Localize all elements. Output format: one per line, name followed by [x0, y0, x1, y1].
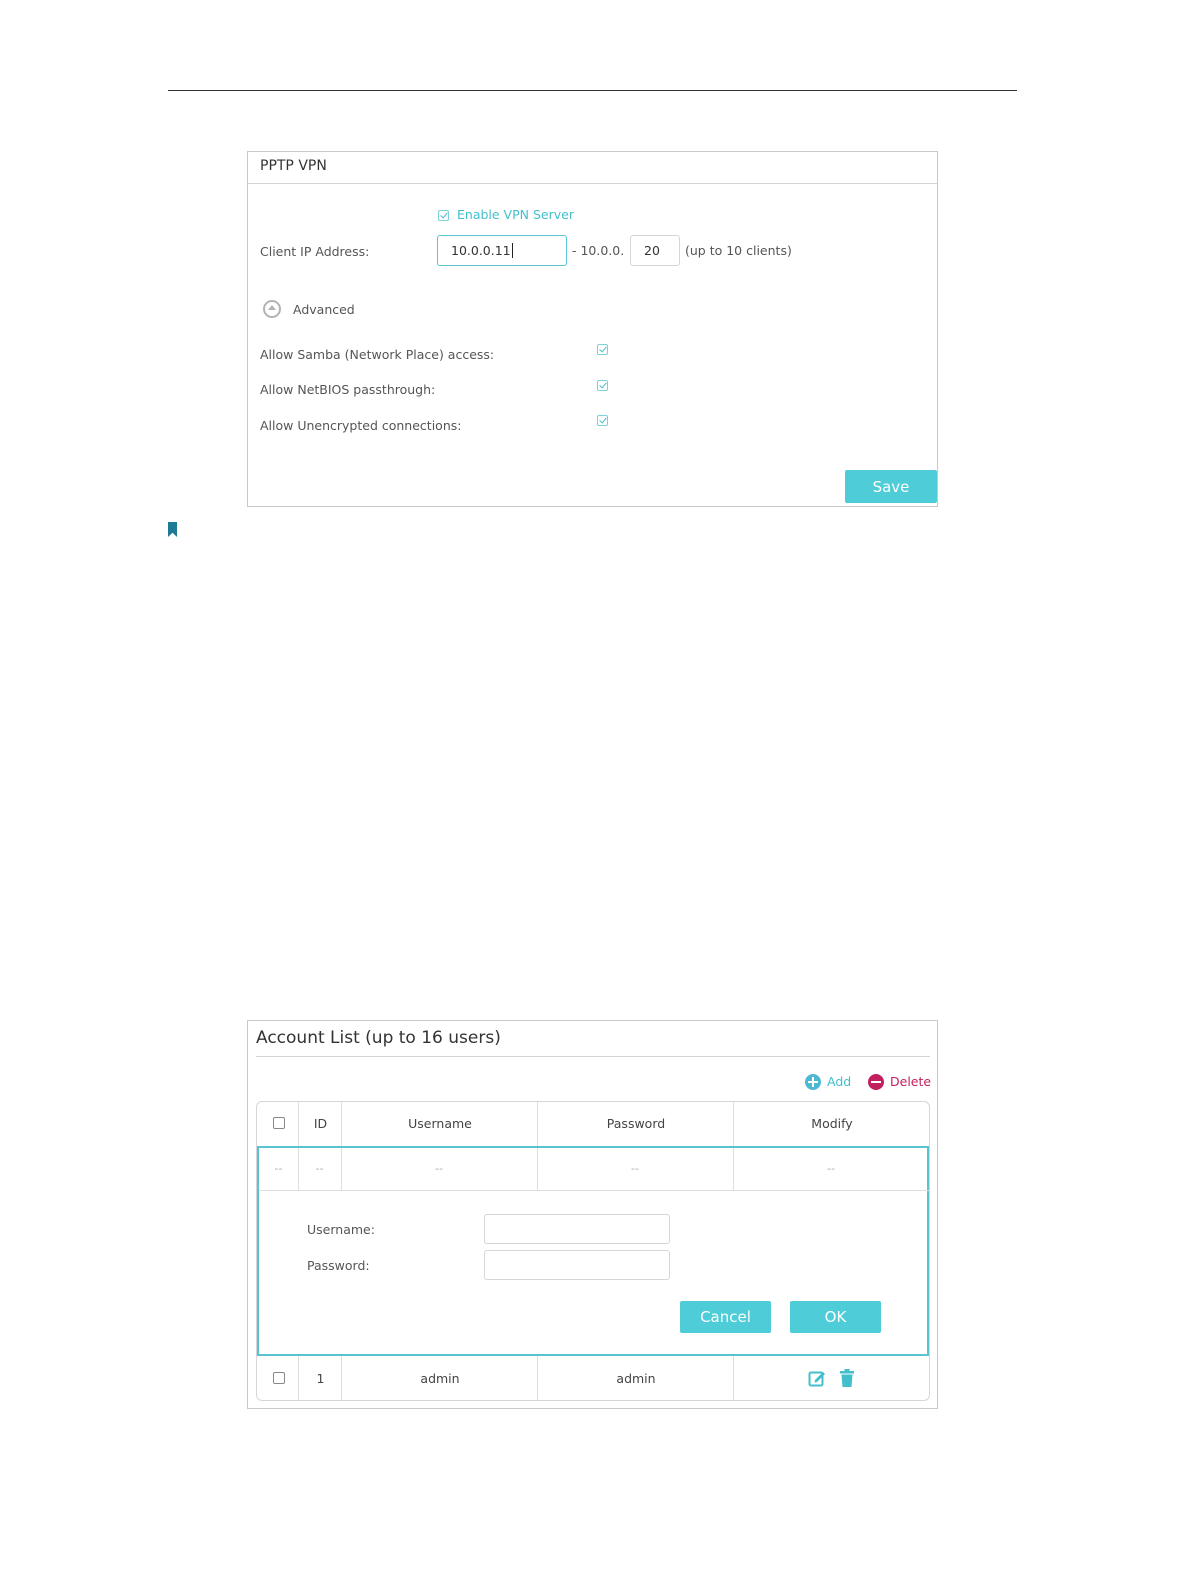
- enable-vpn-checkbox[interactable]: [438, 210, 449, 221]
- samba-access-checkbox[interactable]: [597, 344, 608, 355]
- row-id: 1: [316, 1371, 325, 1386]
- client-ip-separator: - 10.0.0.: [572, 243, 625, 258]
- account-list-panel: [247, 1020, 938, 1409]
- add-icon[interactable]: [805, 1074, 821, 1090]
- column-header-id: ID: [313, 1116, 328, 1131]
- empty-cell: --: [827, 1162, 835, 1175]
- column-header-username: Username: [408, 1116, 472, 1131]
- row-username: admin: [420, 1371, 460, 1386]
- add-button[interactable]: Add: [827, 1074, 852, 1089]
- delete-icon[interactable]: [868, 1074, 884, 1090]
- client-ip-label: Client IP Address:: [260, 244, 370, 259]
- netbios-passthrough-checkbox[interactable]: [597, 380, 608, 391]
- client-ip-end-input[interactable]: [630, 235, 680, 266]
- enable-vpn-label[interactable]: Enable VPN Server: [457, 207, 574, 222]
- account-table: [256, 1101, 930, 1401]
- trash-icon[interactable]: [840, 1369, 854, 1387]
- panel-title: PPTP VPN: [260, 158, 327, 174]
- column-header-password: Password: [606, 1116, 666, 1131]
- client-ip-start-input[interactable]: [437, 235, 567, 266]
- bookmark-icon: [168, 522, 177, 537]
- edit-icon[interactable]: [808, 1369, 826, 1387]
- delete-button[interactable]: Delete: [890, 1074, 932, 1089]
- username-form-label: Username:: [307, 1222, 375, 1237]
- row-divider: [259, 1190, 929, 1191]
- password-form-label: Password:: [307, 1258, 370, 1273]
- client-limit-note: (up to 10 clients): [685, 243, 792, 258]
- page-header-rule: [168, 90, 1017, 91]
- client-ip-start-value: 10.0.0.11: [451, 243, 511, 258]
- unencrypted-connections-checkbox[interactable]: [597, 415, 608, 426]
- column-header-modify: Modify: [811, 1116, 853, 1131]
- netbios-passthrough-label: Allow NetBIOS passthrough:: [260, 382, 436, 397]
- collapse-advanced-icon[interactable]: [263, 300, 281, 318]
- empty-cell: --: [315, 1162, 324, 1175]
- select-all-checkbox[interactable]: [273, 1117, 285, 1129]
- row-password: admin: [616, 1371, 656, 1386]
- empty-cell: --: [435, 1162, 443, 1175]
- client-ip-end-value: 20: [644, 243, 660, 258]
- row-select-checkbox[interactable]: [273, 1372, 285, 1384]
- password-input[interactable]: [484, 1250, 670, 1280]
- account-list-divider: [256, 1056, 930, 1057]
- unencrypted-connections-label: Allow Unencrypted connections:: [260, 418, 462, 433]
- account-edit-region: [257, 1146, 929, 1356]
- pptp-vpn-panel: [247, 151, 938, 507]
- cancel-button[interactable]: Cancel: [680, 1301, 771, 1333]
- empty-cell: --: [631, 1162, 639, 1175]
- ok-button[interactable]: OK: [790, 1301, 881, 1333]
- account-list-title: Account List (up to 16 users): [256, 1028, 501, 1048]
- panel-title-divider: [248, 183, 937, 184]
- advanced-toggle-label[interactable]: Advanced: [293, 302, 355, 317]
- text-caret: [512, 243, 513, 258]
- samba-access-label: Allow Samba (Network Place) access:: [260, 347, 495, 362]
- username-input[interactable]: [484, 1214, 670, 1244]
- save-button[interactable]: Save: [845, 470, 937, 503]
- empty-cell: --: [274, 1162, 283, 1175]
